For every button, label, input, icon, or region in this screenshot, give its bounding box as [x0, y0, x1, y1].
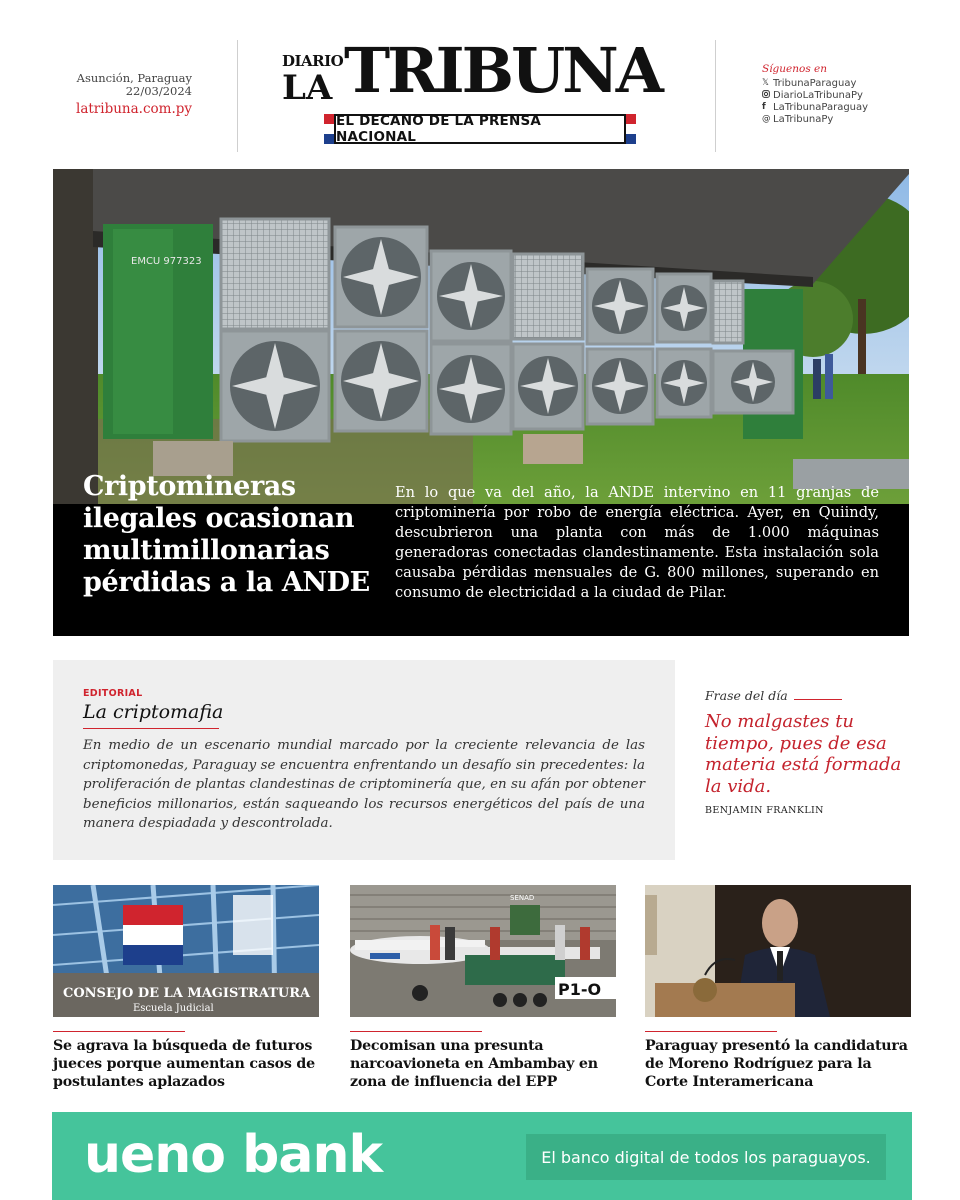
location-text: Asunción, Paraguay	[76, 71, 192, 85]
quote-text: No malgastes tu tiempo, pues de esa materia está formada la vida.	[705, 711, 902, 797]
editorial-body: En medio de un escenario mundial marcado por la creciente relevancia de las criptomonedas, Paraguay se encuentra enfrentando un desafío sin precedentes: la proliferación de plantas clandestinas de criptominería que, en su afán por obtener beneficios millonarios, están saqueando los recursos energéticos del país de una manera despiadada y descontrolada.	[83, 738, 645, 831]
social-item-x[interactable]	[762, 78, 942, 90]
website-link[interactable]: latribuna.com.py	[76, 101, 192, 117]
masthead-diario: DIARIO	[282, 52, 344, 70]
news-headline[interactable]: Paraguay presentó la candidatura de Moreno Rodríguez para la Corte Interamericana	[645, 1038, 908, 1090]
social-handle: LaTribunaPy	[773, 113, 834, 125]
header-divider-right	[715, 40, 716, 152]
quote-author: BENJAMIN FRANKLIN	[705, 805, 824, 816]
ueno-bank-ad[interactable]	[52, 1112, 912, 1200]
hero-summary: En lo que va del año, la ANDE intervino en 11 granjas de criptominería por robo de energía eléctrica. Ayer, en Quiindy, descubrieron una planta con más de 1.000 máquinas generadoras conectadas clandestinamente. Esta instalación sola causaba pérdidas mensuales de G. 800 millones, superando en consumo de electricidad a la ciudad de Pilar.	[395, 484, 879, 601]
ad-brand-logo: ueno bank	[84, 1125, 383, 1185]
instagram-icon	[762, 90, 773, 103]
news-item[interactable]	[53, 885, 321, 1091]
speaker-podium-photo	[645, 885, 911, 1017]
narcoplane-photo	[350, 885, 616, 1017]
social-item-threads[interactable]	[762, 114, 942, 126]
header-divider-left	[237, 40, 238, 152]
social-handle: DiarioLaTribunaPy	[773, 90, 863, 101]
hero-story[interactable]	[53, 169, 909, 636]
news-item[interactable]	[645, 885, 913, 1091]
facebook-icon: f	[762, 102, 766, 112]
crypto-farm-photo	[53, 169, 909, 509]
social-item-instagram[interactable]	[762, 90, 942, 103]
hero-headline[interactable]: Criptomineras ilegales ocasionan multimillonarias pérdidas a la ANDE	[83, 471, 370, 598]
masthead-la: LA	[282, 68, 333, 108]
masthead-name: TRIBUNA	[344, 34, 661, 107]
photo-plate-text: P1-O	[558, 980, 602, 999]
photo-agency-text: SENAD	[510, 894, 535, 902]
editorial-rule	[83, 728, 219, 729]
news-headline[interactable]: Decomisan una presunta narcoavioneta en Ambambay en zona de influencia del EPP	[350, 1038, 598, 1090]
editorial-kicker: EDITORIAL	[83, 688, 143, 699]
slogan-text: EL DECANO DE LA PRENSA NACIONAL	[334, 114, 626, 144]
container-code: EMCU 977323	[131, 256, 202, 267]
social-item-facebook[interactable]	[762, 102, 942, 114]
photo-sign-text: CONSEJO DE LA MAGISTRATURA	[63, 986, 311, 1001]
photo-sign-subtext: Escuela Judicial	[133, 1003, 214, 1014]
social-label: Síguenos en	[762, 63, 828, 75]
header-meta	[60, 72, 192, 116]
judiciary-building-photo	[53, 885, 319, 1017]
date-text: 22/03/2024	[125, 84, 192, 98]
editorial-box[interactable]	[53, 660, 675, 860]
quote-of-the-day	[705, 688, 905, 816]
social-handle: LaTribunaParaguay	[773, 102, 869, 113]
quote-label: Frase del día	[705, 688, 905, 703]
slogan-banner	[324, 114, 636, 144]
news-item[interactable]	[350, 885, 618, 1091]
social-links	[762, 63, 942, 125]
masthead-logo[interactable]	[282, 34, 682, 150]
news-headline[interactable]: Se agrava la búsqueda de futuros jueces porque aumentan casos de postulantes aplazados	[53, 1038, 315, 1090]
threads-icon: @	[762, 113, 771, 124]
social-handle: TribunaParaguay	[773, 78, 857, 89]
x-icon: 𝕏	[762, 78, 769, 88]
ad-tagline: El banco digital de todos los paraguayos.	[526, 1134, 886, 1180]
editorial-title[interactable]: La criptomafia	[83, 701, 224, 723]
